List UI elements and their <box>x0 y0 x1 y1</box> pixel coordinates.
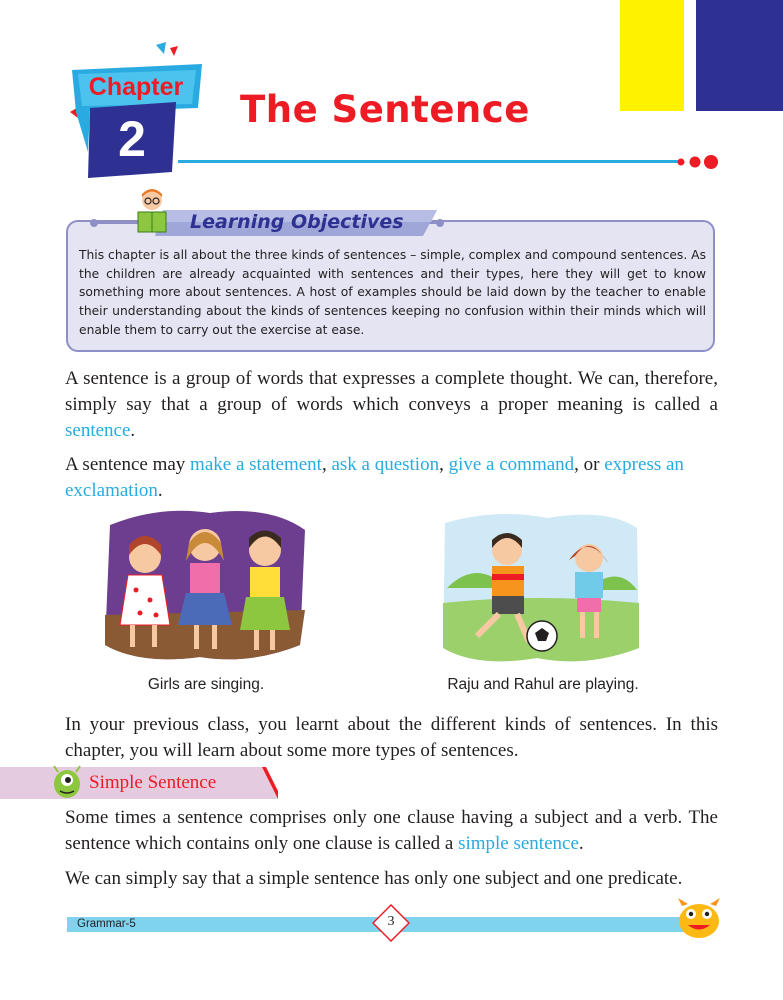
learning-objectives-heading: Learning Objectives <box>190 211 404 233</box>
reading-kid-icon <box>135 188 169 236</box>
yellow-monster-icon <box>674 896 724 940</box>
term-command: give a command <box>448 454 575 475</box>
title-underline <box>178 160 678 163</box>
title-line-dots <box>676 153 720 171</box>
paragraph-subject-predicate: We can simply say that a simple sentence has only one subject and one predicate. <box>65 868 683 889</box>
children-playing-illustration <box>437 508 645 668</box>
caption-children-playing: Raju and Rahul are playing. <box>447 676 639 693</box>
paragraph-simple-sentence-definition: Some times a sentence comprises only one clause having a subject and a verb. The sentence which contains only one clause is called a simple sentence. <box>65 807 718 854</box>
footer-book-title: Grammar-5 <box>77 918 136 930</box>
girls-singing-illustration <box>100 505 312 670</box>
green-monster-icon <box>50 764 84 800</box>
chapter-label: Chapter <box>88 73 184 101</box>
section-title-simple-sentence: Simple Sentence <box>89 772 217 793</box>
paragraph-intro-types: In your previous class, you learnt about the different kinds of sentences. In this chapter, you will learn about some more types of sentences. <box>65 714 718 761</box>
paragraph-definition: A sentence is a group of words that expresses a complete thought. We can, therefore, simply say that a group of words which conveys a proper meaning is called a sentence. <box>65 368 718 441</box>
caption-girls-singing: Girls are singing. <box>147 676 265 693</box>
decorative-blue-block <box>696 0 783 111</box>
term-statement: make a statement <box>190 454 322 475</box>
learning-objectives-text: This chapter is all about the three kinds of sentences – simple, complex and compound sentences. As the children are already acquainted with sentences and their types, here they will get to know something more about sentences. A host of examples should be laid down by the teacher to enable their understanding about the kinds of sentences keeping no confusion within their minds which will enable them to carry out the exercise at ease. <box>79 248 706 337</box>
term-exclamation: express an exclamation <box>65 454 684 501</box>
term-question: ask a question <box>331 454 440 475</box>
page-number: 3 <box>387 914 395 929</box>
decorative-yellow-block <box>620 0 684 111</box>
term-simple-sentence: simple sentence <box>458 833 579 854</box>
term-sentence: sentence <box>65 420 131 441</box>
page-title: The Sentence <box>240 88 530 131</box>
chapter-number: 2 <box>118 111 146 167</box>
paragraph-sentence-functions: A sentence may make a statement, ask a question, give a command, or express an exclamation. <box>65 454 684 501</box>
